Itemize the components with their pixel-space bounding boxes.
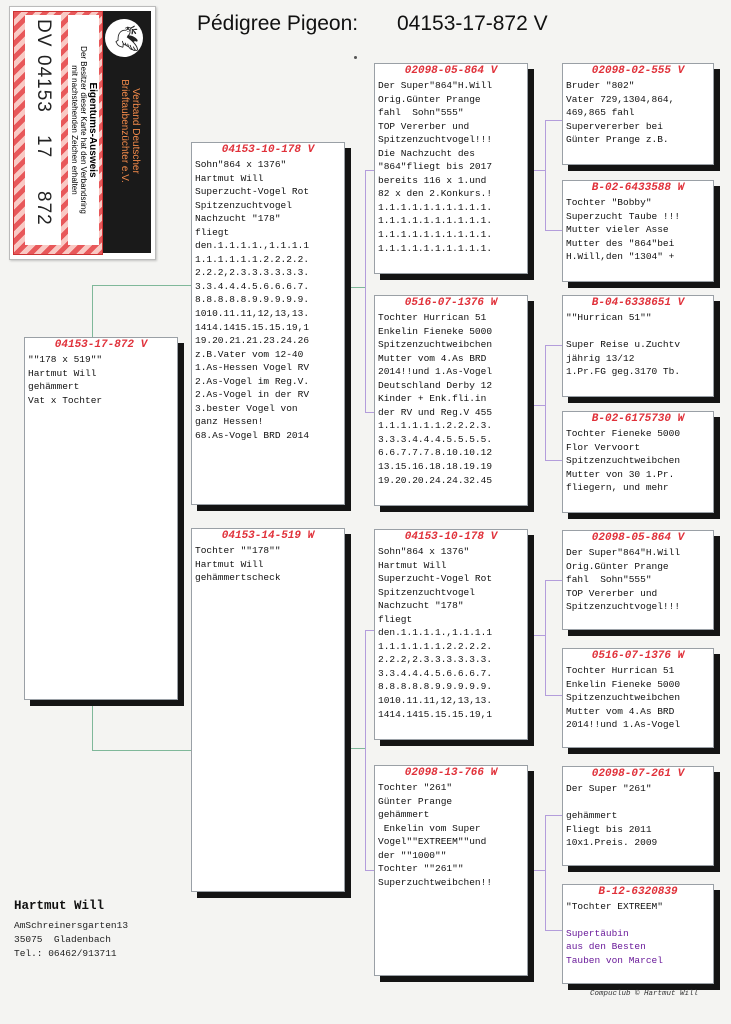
connector-line	[531, 170, 545, 171]
fm-ring: 0516-07-1376 W	[404, 297, 498, 309]
card-org-line2: Brieftaubenzüchter e.V.	[119, 79, 130, 183]
great-grandparent-box-1	[562, 63, 714, 165]
great-grandparent-box-3	[562, 295, 714, 397]
card-title: Eigentums-Ausweis	[87, 82, 98, 178]
great-grandparent-box-2	[562, 180, 714, 282]
fmf-ring: B-04-6338651 V	[591, 297, 685, 309]
mm-text: Tochter "261" Günter Prange gehämmert Enkelin vom Super Vogel""EXTREEM""und der ""1000"" Tochter ""261"" Superzuchtweibchen!!	[378, 782, 493, 888]
father-text: Sohn"864 x 1376" Hartmut Will Superzucht-Vogel Rot Spitzenzuchtvogel Nachzucht "178" fliegt den.1.1.1.1.,1.1.1.1 1.1.1.1.1.1.2.2.2.2. 2.2.2,2.3.3.3.3.3.3. 3.3.4.4.4.5.6.6.6.7. 8.8.8.8.8.9.9.9.9.9. 1010.11.11,12,13,13. 1414.1415.15.15.19,1 19.20.21.21.23.24.26 z.B.Vater vom 12-40 1.As-Hessen Vogel RV 2.As-Vogel im Reg.V. 2.As-Vogel in der RV 3.bester Vogel von ganz Hessen! 68.As-Vogel BRD 2014	[195, 159, 310, 441]
grandfather-maternal-box	[374, 529, 528, 740]
great-grandparent-box-8	[562, 884, 714, 984]
connector-line	[545, 695, 562, 696]
great-grandparent-box-5	[562, 530, 714, 630]
connector-line	[92, 285, 192, 286]
pigeon-box	[24, 337, 178, 700]
great-grandparent-box-4	[562, 411, 714, 513]
connector-line	[545, 460, 562, 461]
card-country: DV	[33, 19, 54, 48]
grandmother-maternal-box	[374, 765, 528, 976]
connector-line	[545, 230, 562, 231]
connector-line	[92, 285, 93, 338]
ownership-card-content	[10, 7, 155, 259]
mfm-ring: 0516-07-1376 W	[591, 650, 685, 662]
stray-dot	[354, 56, 357, 59]
card-text1: Der Besitzer dieser Karte hat den Verbandsring	[79, 46, 88, 214]
mmf-ring: 02098-07-261 V	[591, 768, 685, 780]
mff-text: Der Super"864"H.Will Orig.Günter Prange fahl Sohn"555" TOP Vererber und Spitzenzuchtvogel!!!	[566, 547, 681, 613]
card-header-band	[103, 11, 151, 253]
mother-box	[191, 528, 345, 892]
card-label	[68, 15, 99, 245]
card-ring-number	[25, 15, 61, 245]
connector-line	[545, 345, 546, 460]
mf-ring: 04153-10-178 V	[404, 531, 498, 543]
ffm-text: Tochter "Bobby" Superzucht Taube !!! Mutter vieler Asse Mutter des "864"bei H.Will,den "1304" +	[566, 197, 681, 263]
connector-line	[545, 815, 546, 930]
mf-text: Sohn"864 x 1376" Hartmut Will Superzucht-Vogel Rot Spitzenzuchtvogel Nachzucht "178" fliegt den.1.1.1.1.,1.1.1.1 1.1.1.1.1.1.2.2.2.2. 2.2.2,2.3.3.3.3.3.3. 3.3.4.4.4.5.6.6.6.7. 8.8.8.8.8.9.9.9.9.9. 1010.11.11,12,13,13. 1414.1415.15.15.19,1	[378, 546, 493, 720]
pigeon-text: ""178 x 519"" Hartmut Will gehämmert Vat x Tochter	[28, 354, 103, 406]
mmm-text-rest: Supertäubin aus den Besten Tauben von Marcel	[566, 927, 663, 966]
breeder-city: 35075 Gladenbach	[14, 934, 111, 945]
breeder-street: AmSchreinersgarten13	[14, 920, 129, 931]
father-box	[191, 142, 345, 505]
card-org-line1: Verband Deutscher	[130, 88, 141, 174]
card-organization	[119, 71, 141, 191]
fmm-ring: B-02-6175730 W	[591, 413, 685, 425]
mmm-text	[566, 900, 711, 967]
mmm-text-line1: "Tochter EXTREEM"	[566, 901, 663, 912]
card-year: 17	[33, 135, 54, 159]
connector-line	[92, 698, 93, 750]
fm-text: Tochter Hurrican 51 Enkelin Fieneke 5000 Spitzenzuchtweibchen Mutter vom 4.As BRD 2014!!und 1.As-Vogel Deutschland Derby 12 Kinder + Enk.fli.in der RV und Reg.V 455 1.1.1.1.1.1.2.2.2.3. 3.3.3.4.4.4.5.5.5.5. 6.6.7.7.7.8.10.10.12 13.15.16.18.18.19.19 19.20.20.24.24.32.45	[378, 312, 493, 486]
connector-line	[545, 930, 562, 931]
connector-line	[545, 345, 562, 346]
mmm-ring: B-12-6320839	[598, 886, 678, 898]
connector-line	[545, 580, 562, 581]
fmf-text: ""Hurrican 51"" Super Reise u.Zuchtv jährig 13/12 1.Pr.FG geg.3170 Tb.	[566, 312, 681, 378]
mother-text: Tochter ""178"" Hartmut Will gehämmertscheck	[195, 545, 281, 584]
card-club: 04153	[33, 55, 54, 113]
breeder-name: Hartmut Will	[14, 899, 105, 913]
mm-ring: 02098-13-766 W	[404, 767, 498, 779]
mother-ring: 04153-14-519 W	[221, 530, 315, 542]
connector-line	[365, 630, 366, 870]
connector-line	[545, 120, 546, 230]
ffm-ring: B-02-6433588 W	[591, 182, 685, 194]
mfm-text: Tochter Hurrican 51 Enkelin Fieneke 5000 Spitzenzuchtweibchen Mutter vom 4.As BRD 2014!!und 1.As-Vogel	[566, 665, 681, 731]
ff-text: Der Super"864"H.Will Orig.Günter Prange fahl Sohn"555" TOP Vererber und Spitzenzuchtvogel!!! Die Nachzucht des "864"fliegt bis 2017 bereits 116 x 1.und 82 x den 2.Konkurs.! 1.1.1.1.1.1.1.1.1.1. 1.1.1.1.1.1.1.1.1.1. 1.1.1.1.1.1.1.1.1.1. 1.1.1.1.1.1.1.1.1.1.	[378, 80, 493, 254]
card-number: 872	[33, 191, 54, 226]
fff-text: Bruder "802" Vater 729,1304,864, 469,865 fahl Supervererber bei Günter Prange z.B.	[566, 80, 675, 146]
grandmother-paternal-box	[374, 295, 528, 506]
connector-line	[531, 405, 545, 406]
connector-line	[351, 748, 365, 749]
father-ring: 04153-10-178 V	[221, 144, 315, 156]
page-title	[197, 12, 548, 36]
ownership-card	[9, 6, 156, 260]
pigeon-emblem-icon: 🕊	[105, 19, 143, 57]
card-text2: mit nachstehenden Zeichen erhalten	[70, 65, 79, 195]
grandfather-paternal-box	[374, 63, 528, 274]
great-grandparent-box-7	[562, 766, 714, 866]
ff-ring: 02098-05-864 V	[404, 65, 498, 77]
connector-line	[531, 635, 545, 636]
connector-line	[545, 580, 546, 695]
connector-line	[92, 750, 192, 751]
connector-line	[545, 815, 562, 816]
mff-ring: 02098-05-864 V	[591, 532, 685, 544]
fff-ring: 02098-02-555 V	[591, 65, 685, 77]
breeder-phone: Tel.: 06462/913711	[14, 948, 117, 959]
mmf-text: Der Super "261" gehämmert Fliegt bis 2011 10x1.Preis. 2009	[566, 783, 658, 849]
connector-line	[351, 287, 365, 288]
title-label: Pédigree Pigeon:	[197, 12, 359, 35]
pigeon-ring: 04153-17-872 V	[54, 339, 148, 351]
connector-line	[365, 170, 366, 412]
fmm-text: Tochter Fieneke 5000 Flor Vervoort Spitzenzuchtweibchen Mutter von 30 1.Pr. fliegern, und mehr	[566, 428, 681, 494]
connector-line	[531, 870, 545, 871]
connector-line	[545, 120, 562, 121]
great-grandparent-box-6	[562, 648, 714, 748]
title-ring-number: 04153-17-872 V	[397, 12, 548, 35]
footer-credit: Compuclub © Hartmut Will	[590, 990, 699, 998]
